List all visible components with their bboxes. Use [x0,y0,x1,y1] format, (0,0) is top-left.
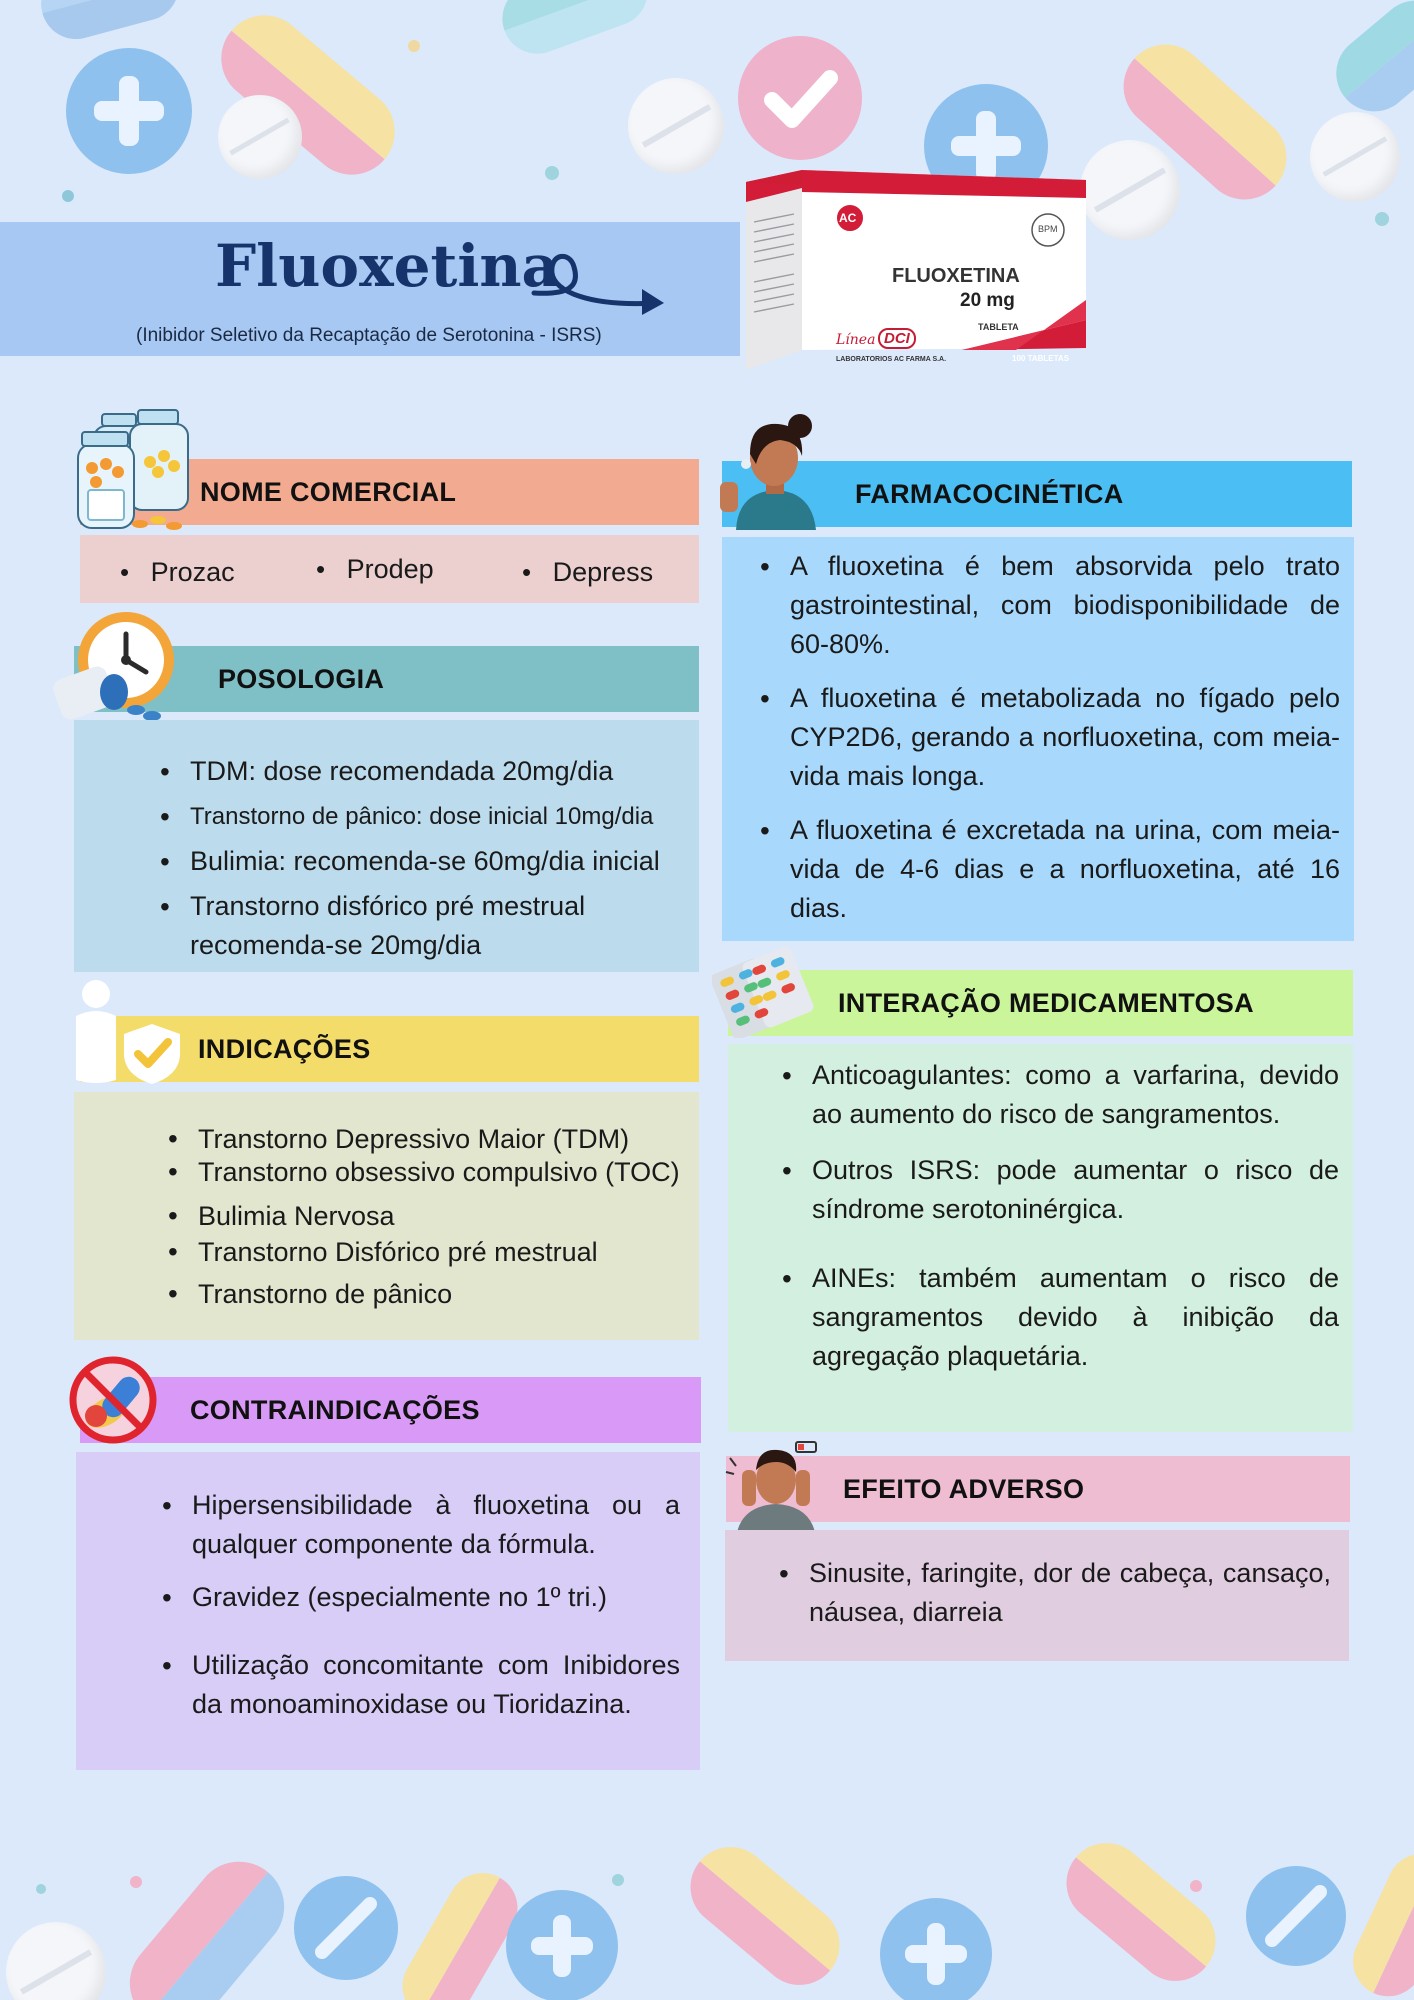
headache-person-icon [722,1436,832,1538]
list-item: • TDM: dose recomendada 20mg/dia [154,752,685,791]
list-item: • Transtorno de pânico: dose inicial 10mg/dia [154,797,685,836]
interacao-panel [728,1044,1353,1432]
section-title: NOME COMERCIAL [200,476,457,507]
product-dose: 20 mg [960,290,1015,311]
posologia-panel [74,720,699,972]
dot-icon [36,1884,46,1894]
brand-name: Prozac [150,557,235,587]
capsule-icon [674,1831,856,2000]
contraindicacoes-list [156,1486,680,1724]
list-item: • Bulimia Nervosa [162,1198,693,1234]
product-count: 100 TABLETAS [1012,354,1070,363]
blister-pack-icon [712,946,816,1038]
product-form: TABLETA [978,322,1019,332]
list-item [316,550,434,589]
product-seal: BPM [1038,224,1058,234]
brand-name: Depress [552,557,654,587]
product-box-image [746,170,1086,385]
nome-comercial-panel [80,535,699,603]
person-shield-icon [72,980,184,1086]
dot-icon [408,40,420,52]
efeito-adverso-list [773,1554,1331,1632]
list-item: • Transtorno de pânico [162,1276,693,1312]
list-item: • Outros ISRS: pode aumentar o risco de síndrome serotoninérgica. [776,1151,1339,1229]
farmacocinetica-panel [722,537,1354,941]
page-subtitle: (Inibidor Seletivo da Recaptação de Serotonina - ISRS) [136,325,602,346]
product-brand-badge: AC [839,211,857,225]
efeito-adverso-panel [725,1530,1349,1661]
no-pills-icon [66,1354,160,1446]
pill-slash-icon [294,1876,398,1980]
bullet-icon: • [120,557,130,587]
pill-bottles-icon [74,406,204,534]
section-title: CONTRAINDICAÇÕES [190,1394,480,1425]
list-item: • Transtorno Disfórico pré mestrual [162,1234,693,1270]
tablet-icon [1080,140,1180,240]
section-title: FARMACOCINÉTICA [855,478,1124,509]
indicacoes-list [162,1124,693,1312]
list-item: • A fluoxetina é excretada na urina, com meia-vida de 4-6 dias e a norfluoxetina, até 16 dias. [754,811,1340,928]
plus-icon [66,48,192,174]
tablet-icon [218,95,302,179]
dot-icon [545,166,559,180]
dot-icon [1190,1880,1202,1892]
pill-check-icon [738,36,862,160]
plus-icon [880,1898,992,2000]
list-item [522,553,653,592]
posologia-list [154,752,685,965]
product-lab: LABORATORIOS AC FARMA S.A. [836,356,947,363]
list-item: • Anticoagulantes: como a varfarina, devido ao aumento do risco de sangramentos. [776,1056,1339,1134]
bullet-icon: • [522,557,532,587]
section-title: INTERAÇÃO MEDICAMENTOSA [838,987,1254,1018]
page-title: Fluoxetina [215,232,560,300]
woman-taking-pill-icon [716,412,836,530]
capsule-icon [111,1843,302,2000]
dot-icon [62,190,74,202]
clock-pills-icon [52,608,182,724]
list-item: • Transtorno disfórico pré mestrual recomenda-se 20mg/dia [154,887,685,965]
section-title: POSOLOGIA [218,663,385,694]
tablet-icon [6,1922,106,2000]
plus-icon [506,1890,618,2000]
capsule-icon [1342,1842,1414,2000]
section-title: INDICAÇÕES [198,1033,371,1064]
section-header-interacao [728,970,1353,1036]
list-item: • A fluoxetina é metabolizada no fígado pelo CYP2D6, gerando a norfluoxetina, com meia-vida mais longa. [754,679,1340,796]
list-item: • Hipersensibilidade à fluoxetina ou a qualquer componente da fórmula. [156,1486,680,1564]
brand-name: Prodep [346,554,434,584]
bullet-icon: • [316,554,326,584]
dot-icon [130,1876,142,1888]
capsule-icon [33,0,186,47]
farmacocinetica-list [754,547,1340,928]
list-item: • A fluoxetina é bem absorvida pelo trato gastrointestinal, com biodisponibilidade de 60-80%. [754,547,1340,664]
list-item: • AINEs: também aumentam o risco de sangramentos devido à inibição da agregação plaquetária. [776,1259,1339,1376]
list-item: • Bulimia: recomenda-se 60mg/dia inicial [154,842,685,881]
capsule-icon [1050,1827,1232,1998]
indicacoes-panel [74,1092,699,1340]
list-item: • Utilização concomitante com Inibidores da monoaminoxidase ou Tioridazina. [156,1646,680,1724]
section-title: EFEITO ADVERSO [843,1473,1085,1504]
capsule-icon [1321,0,1414,127]
product-line: Línea [836,332,876,348]
section-header-contraindicacoes [80,1377,701,1443]
contraindicacoes-panel [76,1452,700,1770]
list-item: • Sinusite, faringite, dor de cabeça, cansaço, náusea, diarreia [773,1554,1331,1632]
interacao-list [776,1056,1339,1376]
product-line-brand: DCI [878,328,916,349]
tablet-icon [628,78,724,174]
tablet-icon [1310,112,1400,202]
product-name: FLUOXETINA [892,265,1020,287]
dot-icon [1375,212,1389,226]
curly-arrow-icon [528,245,676,321]
dot-icon [612,1874,624,1886]
list-item: • Transtorno obsessivo compulsivo (TOC) [162,1154,693,1190]
capsule-icon [493,0,658,64]
list-item: • Transtorno Depressivo Maior (TDM) [162,1124,693,1154]
list-item: • Gravidez (especialmente no 1º tri.) [156,1578,680,1617]
pill-slash-icon [1246,1866,1346,1966]
list-item [120,553,235,592]
